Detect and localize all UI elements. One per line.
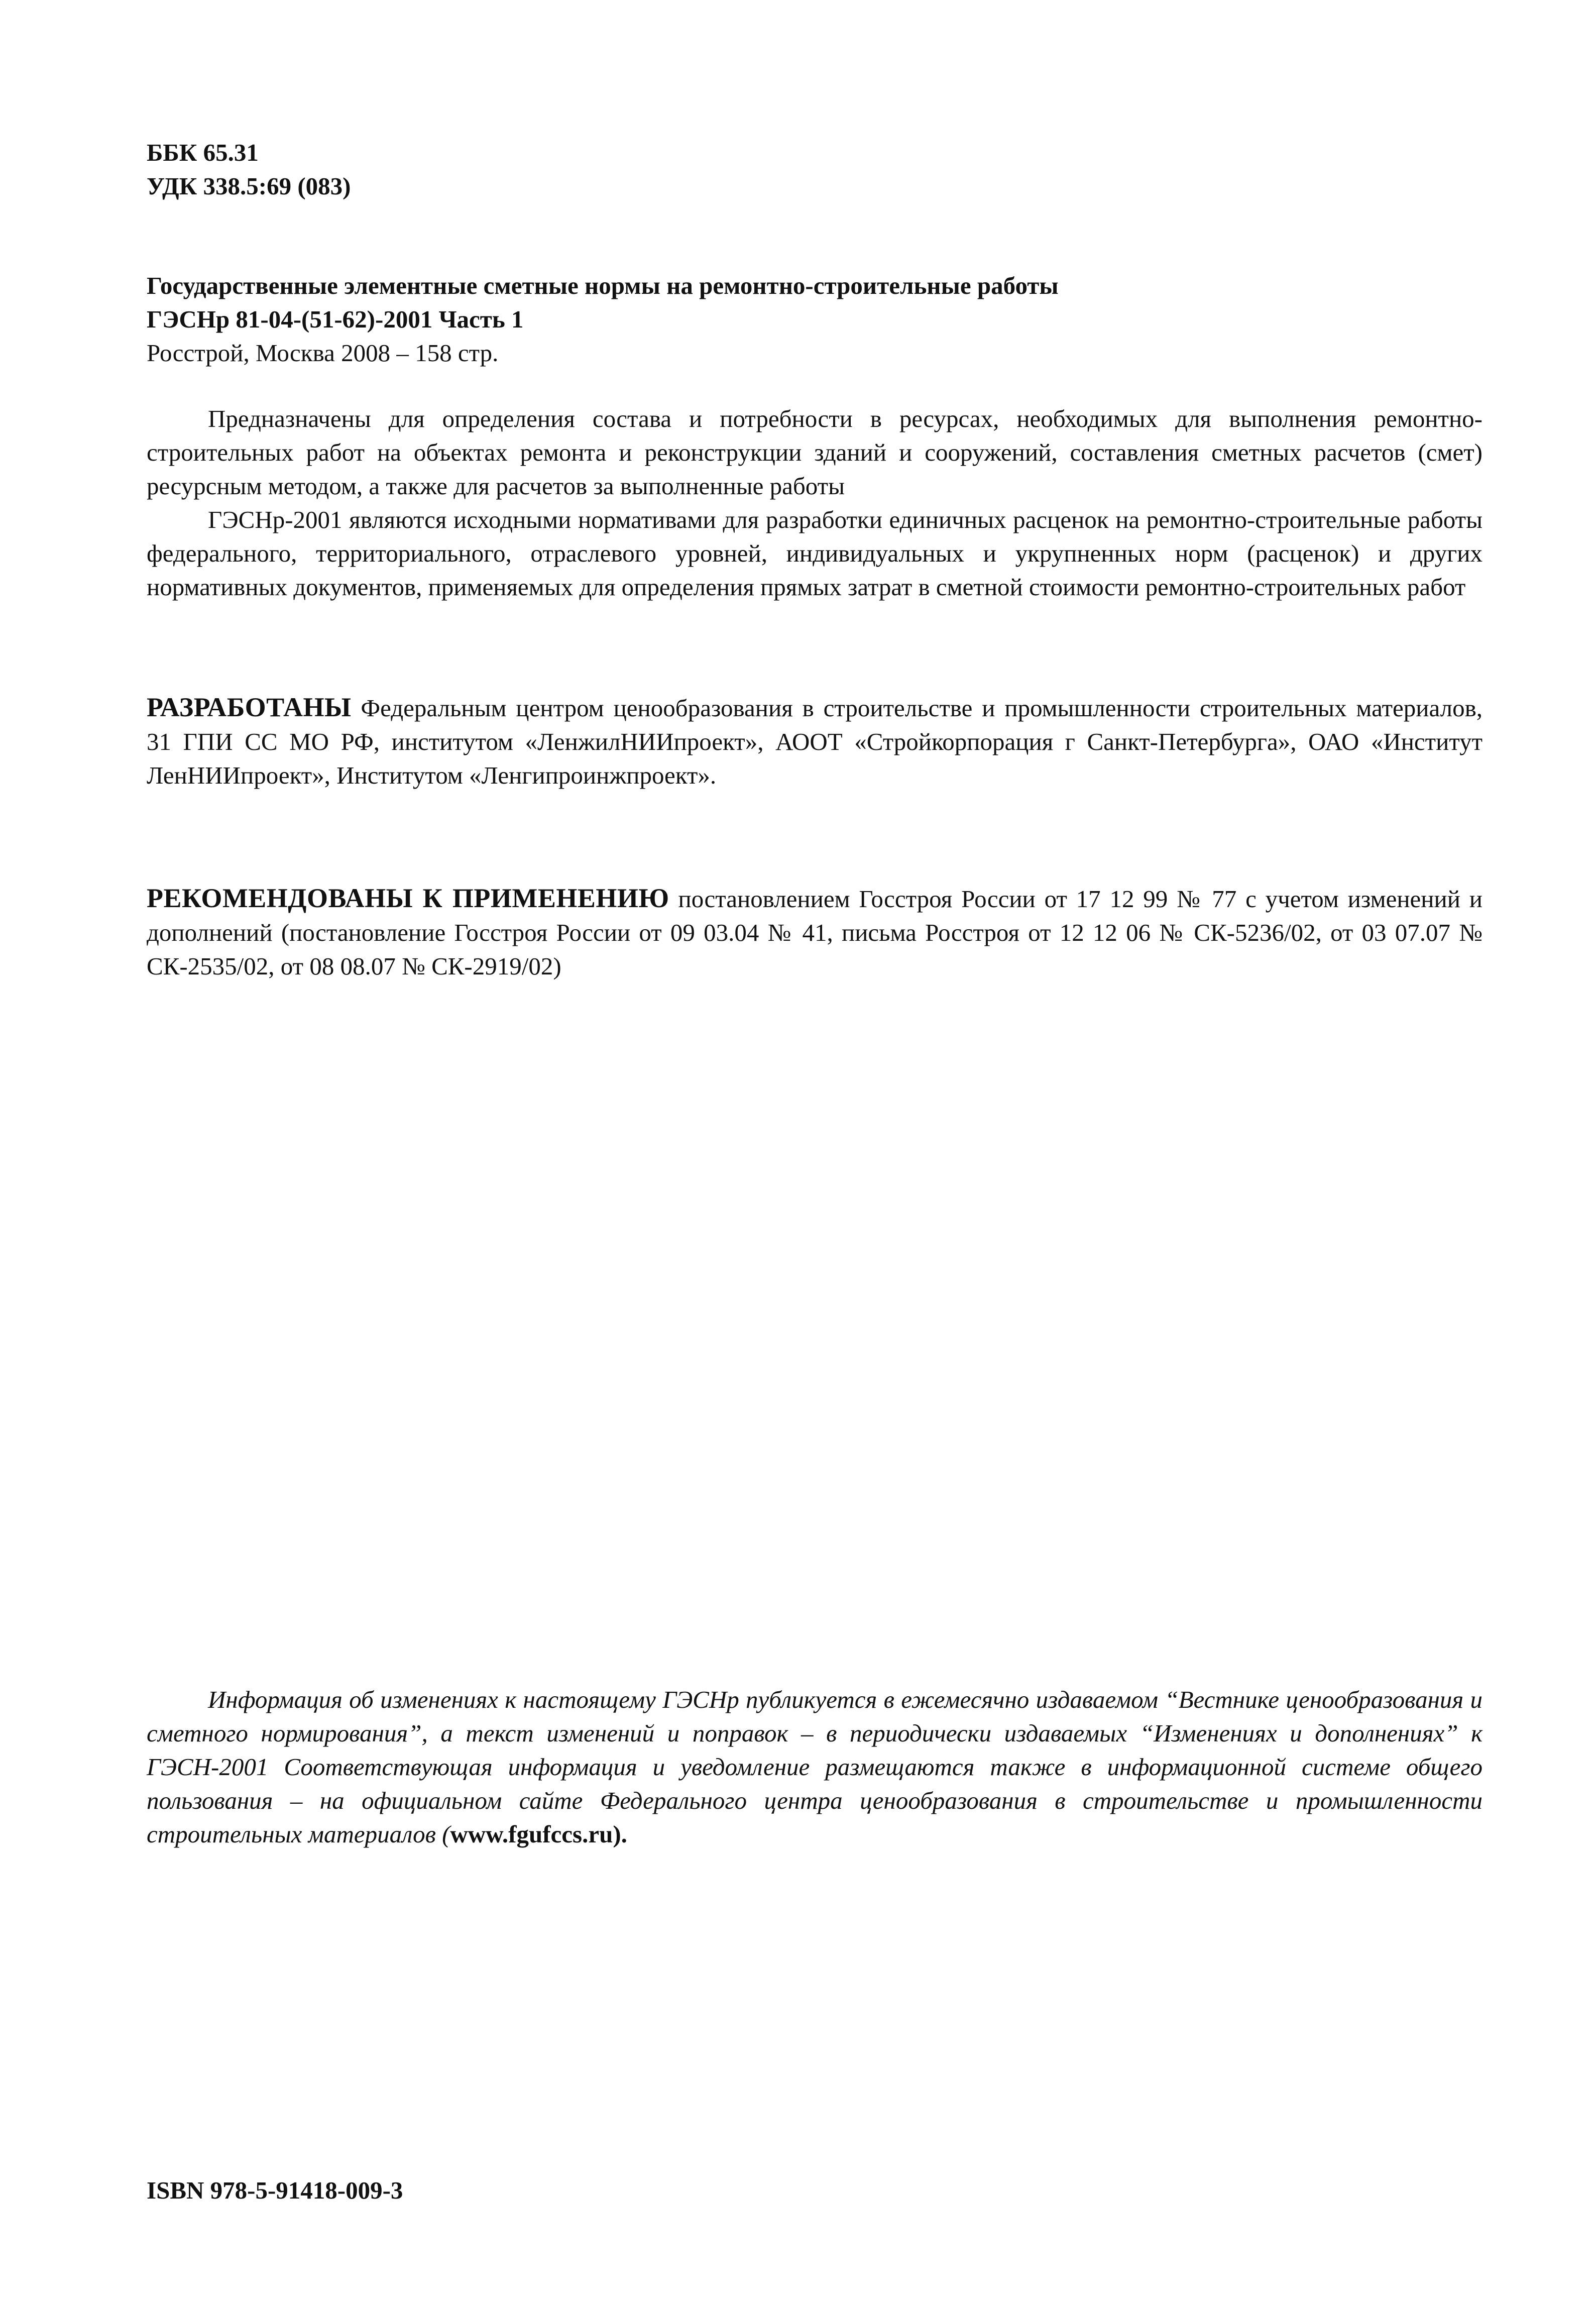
description-section: [147, 402, 1483, 604]
developed-by-section: [147, 691, 1483, 792]
description-paragraph-1: Предназначены для определения состава и потребности в ресурсах, необходимых для выполнения ремонтно-строительных работ на объектах ремонта и реконструкции зданий и сооружений, составления сметных расчетов (смет) ресурсным методом, а также для расчетов за выполненные работы: [147, 405, 1483, 500]
document-title-block: [147, 269, 1483, 370]
classification-codes: [147, 136, 1483, 203]
isbn-number: ISBN 978-5-91418-009-3: [147, 2176, 403, 2204]
updates-info-note: [147, 1683, 1483, 1851]
updates-info-text: Информация об изменениях к настоящему ГЭСНр публикуется в ежемесячно издаваемом “Вестнике ценообразования и сметного нормирования”, а текст изменений и поправок – в периодически издаваемых “Изменениях и дополнениях” к ГЭСН-2001 Соответствующая информация и уведомление размещаются также в информационной системе общего пользования – на официальном сайте Федерального центра ценообразования в строительстве и промышленности строительных материалов (: [147, 1686, 1483, 1848]
document-code: ГЭСНр 81-04-(51-62)-2001 Часть 1: [147, 305, 524, 333]
document-title: Государственные элементные сметные нормы на ремонтно-строительные работы: [147, 272, 1059, 299]
udk-code: УДК 338.5:69 (083): [147, 172, 351, 200]
recommended-text: постановлением Госстроя России от 17 12 99 № 77 с учетом изменений и дополнений (постановление Госстроя России от 09 03.04 № 41, письма Росстроя от 12 12 06 № СК-5236/02, от 03 07.07 № СК-2535/02, от 08 08.07 № СК-2919/02): [147, 885, 1483, 980]
bbk-code: ББК 65.31: [147, 139, 259, 166]
developed-by-label: РАЗРАБОТАНЫ: [147, 692, 352, 722]
recommended-label: РЕКОМЕНДОВАНЫ К ПРИМЕНЕНИЮ: [147, 883, 669, 913]
description-paragraph-2: ГЭСНр-2001 являются исходными нормативами для разработки единичных расценок на ремонтно-строительные работы федерального, территориального, отраслевого уровней, индивидуальных и укрупненных норм (расценок) и других нормативных документов, применяемых для определения прямых затрат в сметной стоимости ремонтно-строительных работ: [147, 506, 1483, 601]
recommended-section: [147, 882, 1483, 983]
developed-by-text: Федеральным центром ценообразования в строительстве и промышленности строительных материалов, 31 ГПИ СС МО РФ, институтом «ЛенжилНИИпроект», АООТ «Стройкорпорация г Санкт-Петербурга», ОАО «Институт ЛенНИИпроект», Институтом «Ленгипроинжпроект».: [147, 694, 1483, 789]
publisher-line: Росстрой, Москва 2008 – 158 стр.: [147, 339, 499, 367]
website-link[interactable]: www.fgufccs.ru).: [450, 1820, 627, 1848]
